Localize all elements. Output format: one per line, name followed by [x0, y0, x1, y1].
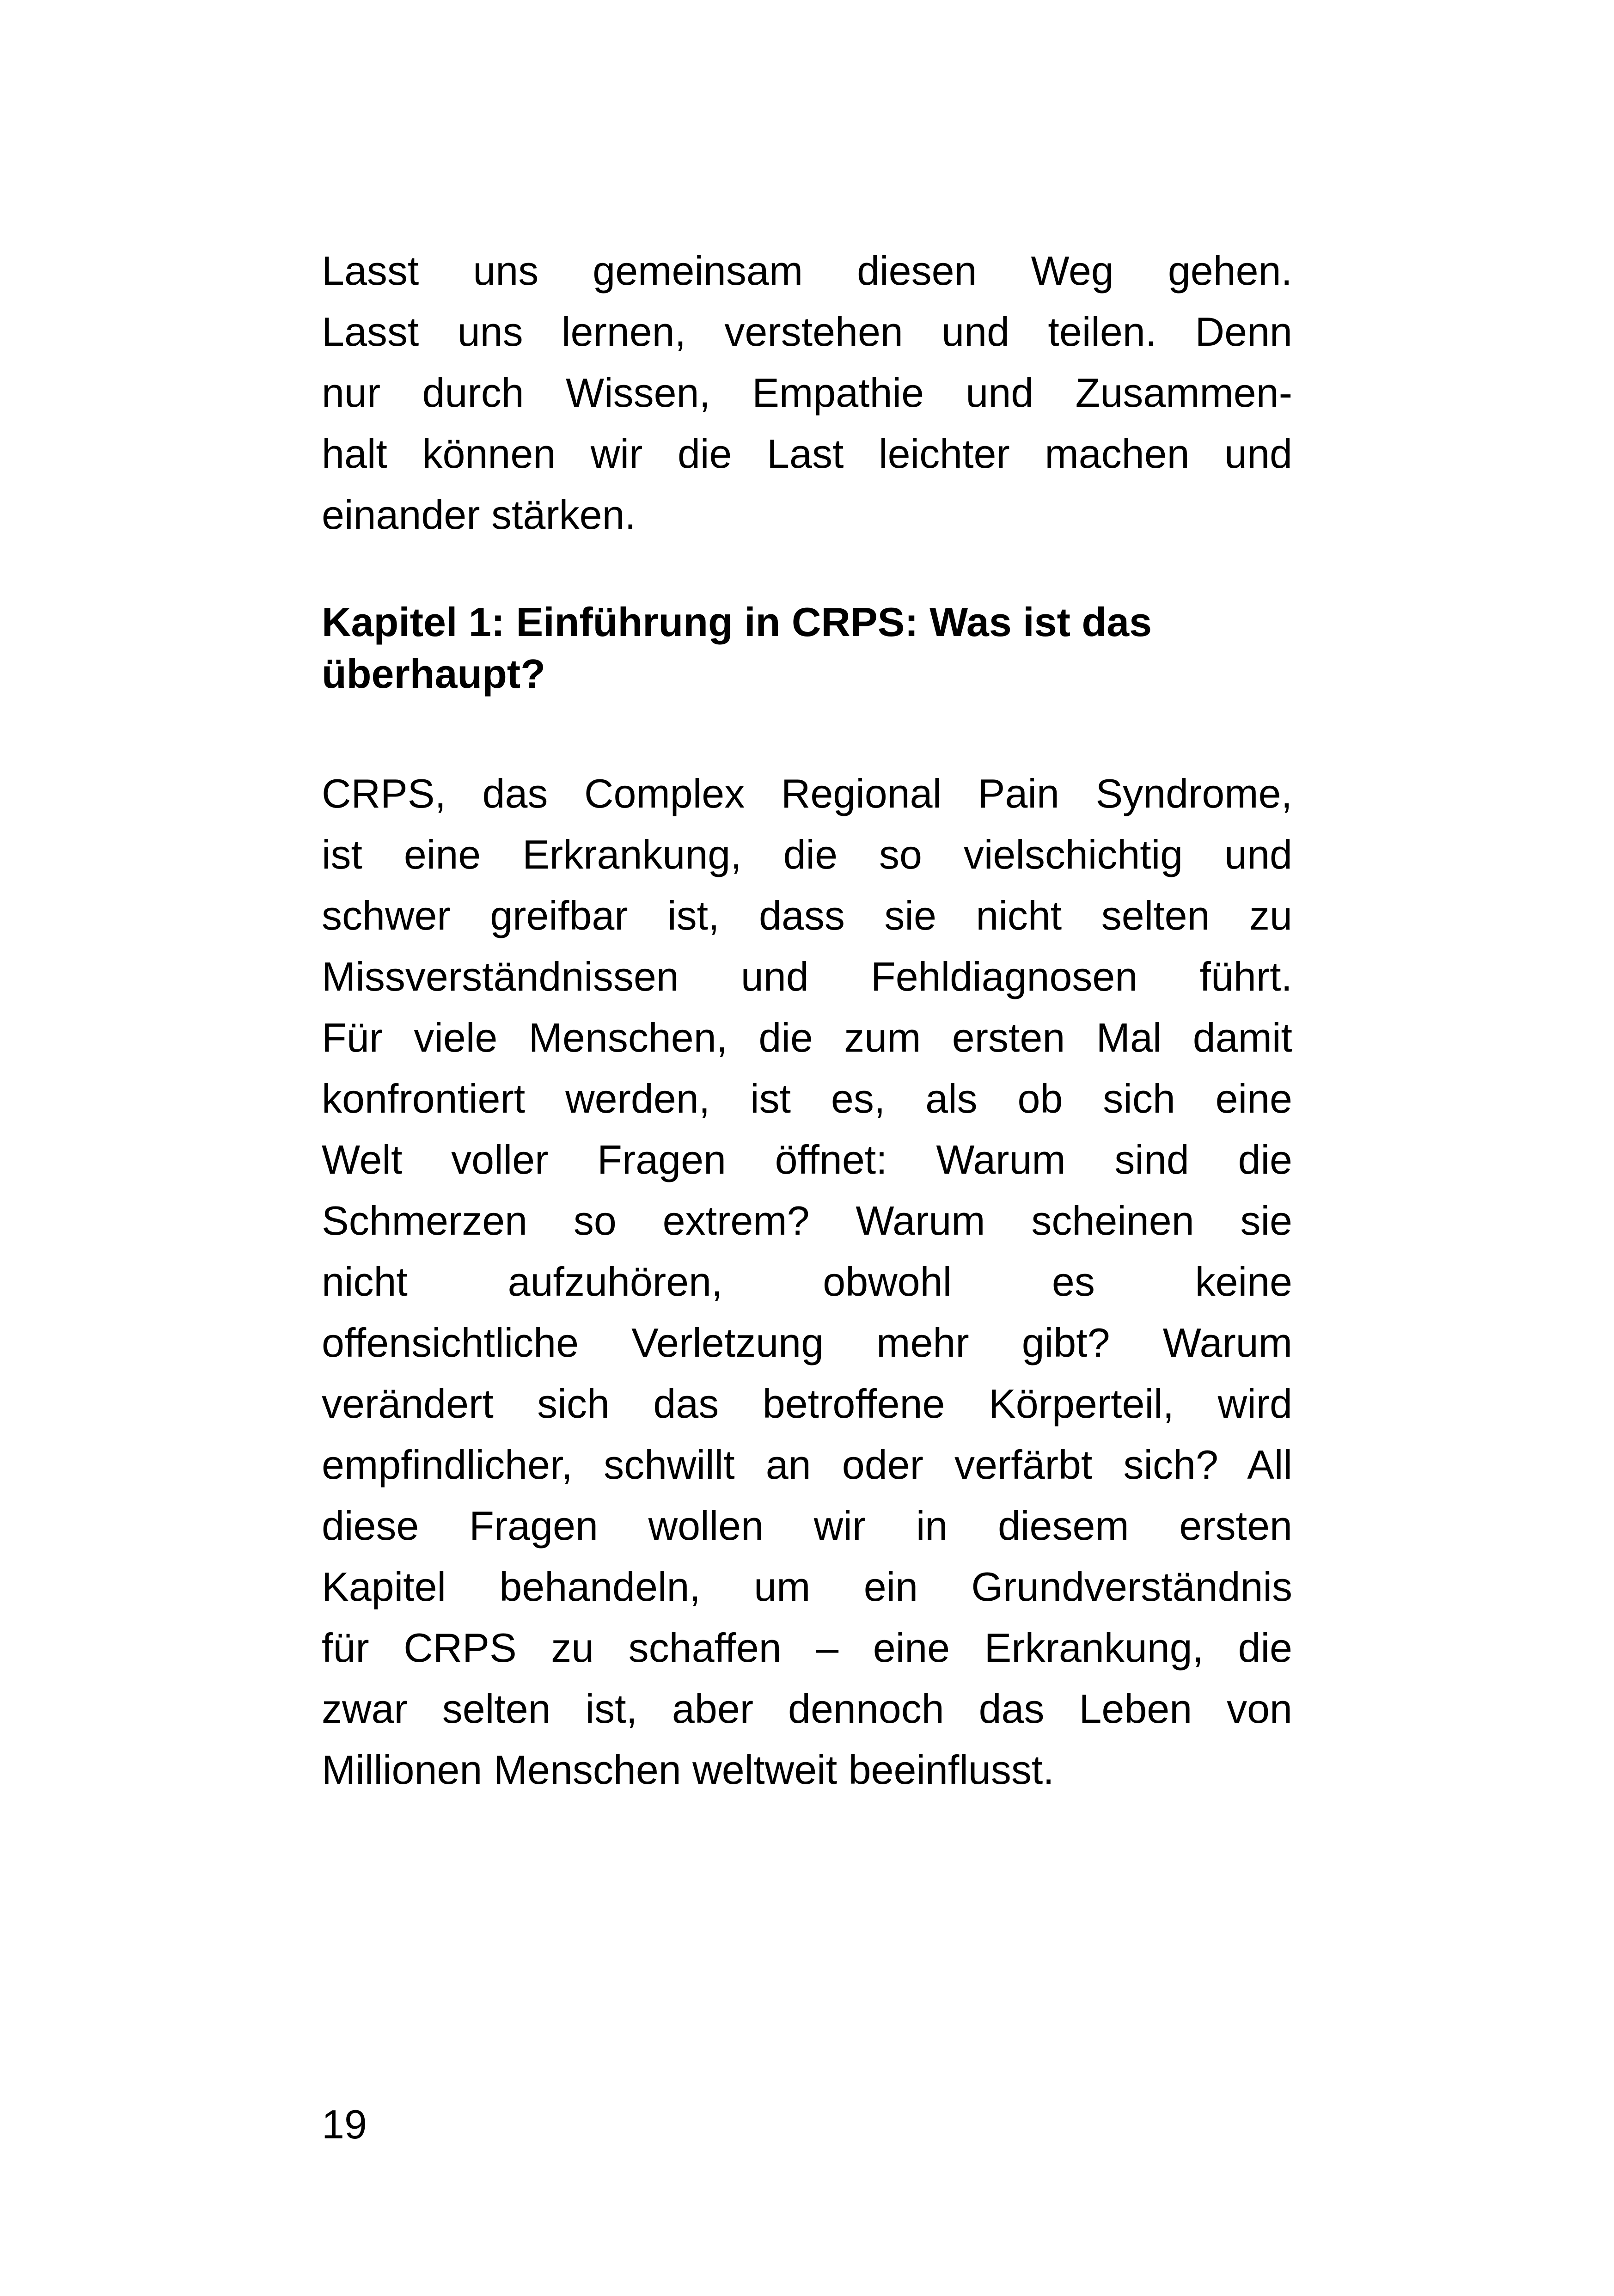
chapter-heading-line: überhaupt?	[322, 651, 545, 697]
main-line: diese Fragen wollen wir in diesem ersten	[322, 1503, 1292, 1549]
main-line: verändert sich das betroffene Körperteil, wird	[322, 1381, 1292, 1427]
main-line: offensichtliche Verletzung mehr gibt? Warum	[322, 1320, 1292, 1365]
main-line: Millionen Menschen weltweit beeinflusst.	[322, 1747, 1054, 1793]
main-line: Schmerzen so extrem? Warum scheinen sie	[322, 1198, 1292, 1243]
intro-line: Lasst uns gemeinsam diesen Weg gehen.	[322, 248, 1292, 294]
main-line: für CRPS zu schaffen – eine Erkrankung, die	[322, 1625, 1292, 1671]
main-line: empfindlicher, schwillt an oder verfärbt sich? All	[322, 1442, 1292, 1488]
intro-line: Lasst uns lernen, verstehen und teilen. Denn	[322, 309, 1292, 355]
chapter-heading-line: Kapitel 1: Einführung in CRPS: Was ist das	[322, 599, 1152, 645]
main-line: nicht aufzuhören, obwohl es keine	[322, 1259, 1292, 1304]
page-number: 19	[322, 2101, 367, 2147]
main-line: Missverständnissen und Fehldiagnosen führt.	[322, 954, 1292, 999]
main-line: zwar selten ist, aber dennoch das Leben von	[322, 1686, 1292, 1732]
main-line: Kapitel behandeln, um ein Grundverständnis	[322, 1564, 1292, 1610]
intro-line: halt können wir die Last leichter machen und	[322, 431, 1292, 477]
intro-line: nur durch Wissen, Empathie und Zusammen-	[322, 370, 1292, 416]
intro-paragraph	[322, 240, 1292, 545]
main-line: CRPS, das Complex Regional Pain Syndrome,	[322, 771, 1292, 816]
main-line: Welt voller Fragen öffnet: Warum sind die	[322, 1137, 1292, 1182]
main-line: schwer greifbar ist, dass sie nicht selten zu	[322, 893, 1292, 938]
main-line: Für viele Menschen, die zum ersten Mal damit	[322, 1015, 1292, 1060]
main-line: konfrontiert werden, ist es, als ob sich eine	[322, 1076, 1292, 1121]
main-line: ist eine Erkrankung, die so vielschichtig und	[322, 832, 1292, 877]
chapter-heading	[322, 596, 1292, 700]
intro-line: einander stärken.	[322, 492, 636, 538]
main-paragraph	[322, 763, 1292, 1800]
